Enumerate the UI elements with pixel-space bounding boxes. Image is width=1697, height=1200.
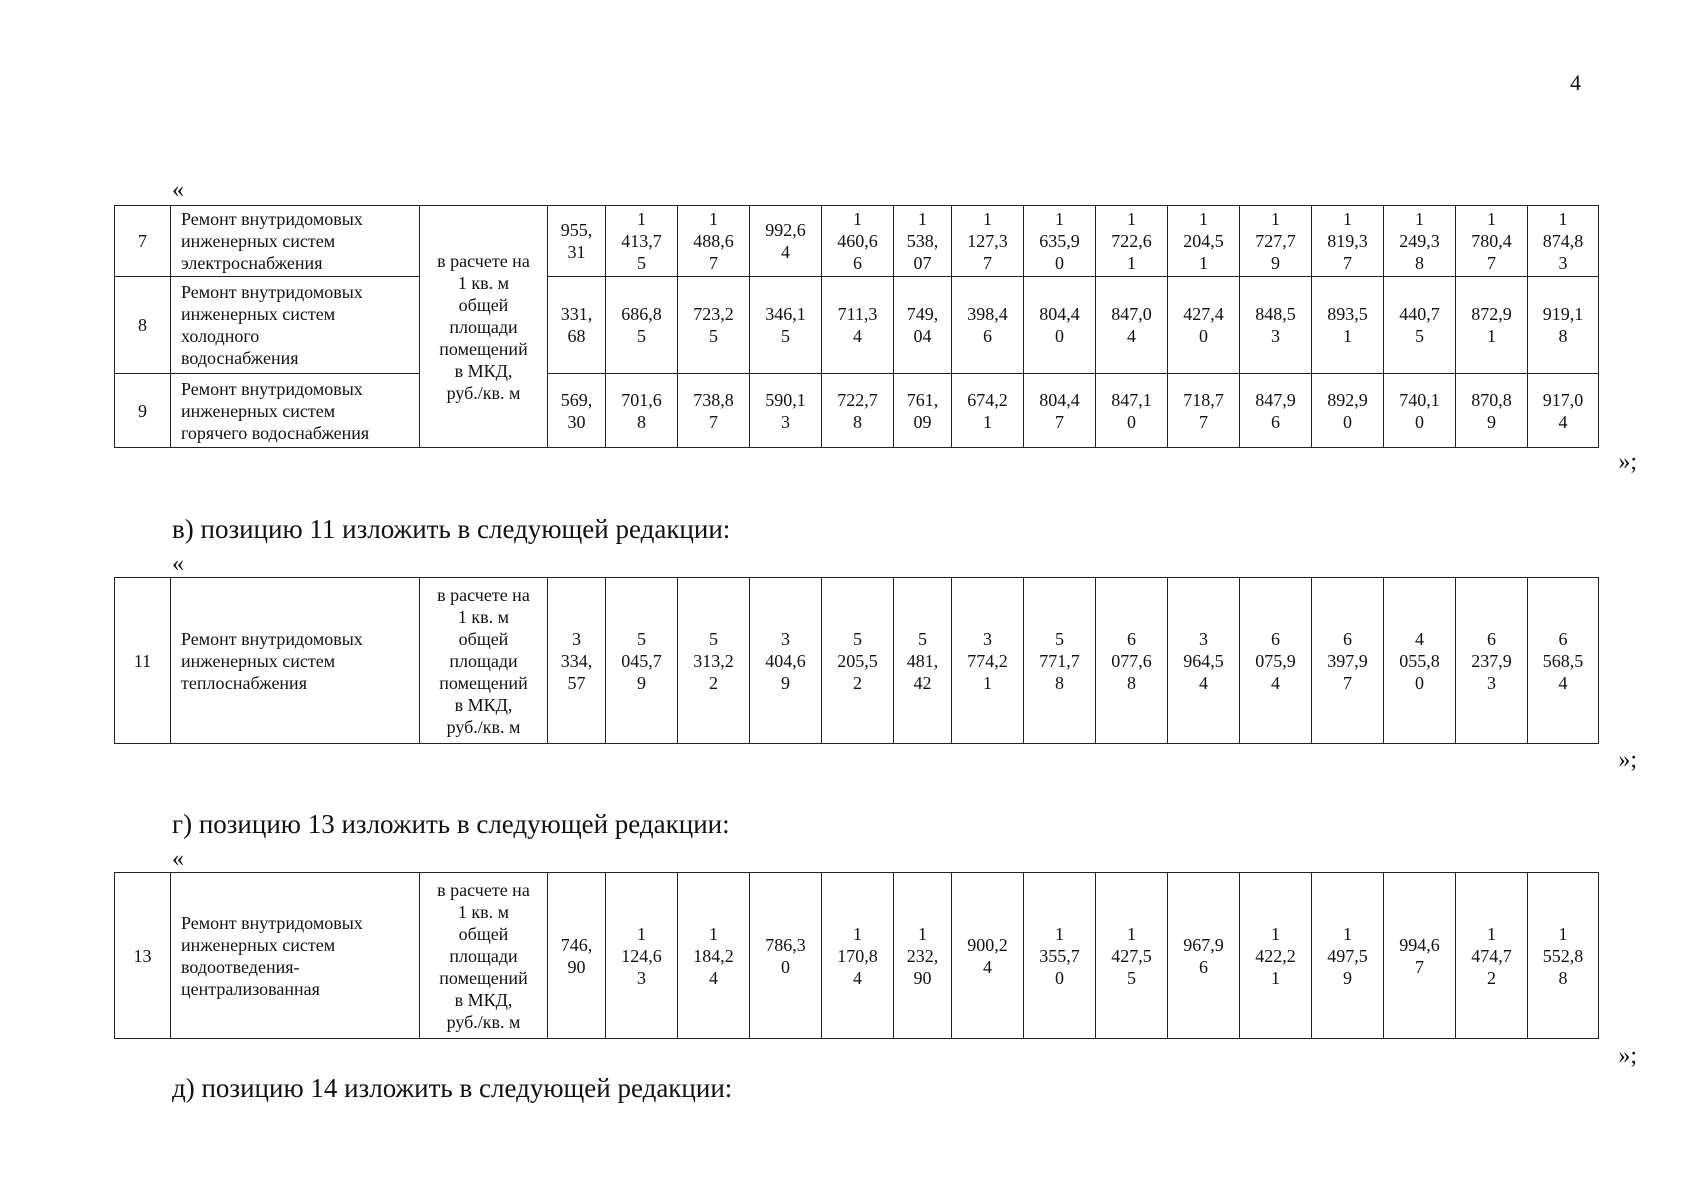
value-text: 6 075,9 4 xyxy=(1255,628,1296,693)
value-text: 427,4 0 xyxy=(1183,304,1224,346)
value-cell xyxy=(1024,374,1096,448)
value-cell xyxy=(548,873,606,1039)
value-text: 1 249,3 8 xyxy=(1399,209,1440,273)
value-cell xyxy=(894,277,952,374)
value-text: 1 819,3 7 xyxy=(1327,209,1368,273)
value-text: 1 124,6 3 xyxy=(621,923,662,988)
quote-close: »; xyxy=(1618,1043,1637,1069)
value-text: 992,6 4 xyxy=(765,220,806,262)
value-text: 900,2 4 xyxy=(967,934,1008,977)
value-text: 872,9 1 xyxy=(1471,304,1512,346)
value-text: 1 232, 90 xyxy=(906,923,939,988)
unit-text: в расчете на 1 кв. м общей площади помещений в МКД, руб./кв. м xyxy=(437,584,530,737)
value-text: 569, 30 xyxy=(560,389,593,432)
value-text: 847,0 4 xyxy=(1111,304,1152,346)
value-text: 1 727,7 9 xyxy=(1255,209,1296,273)
work-name: Ремонт внутридомовых инженерных систем холодного водоснабжения xyxy=(181,282,363,368)
unit-text: в расчете на 1 кв. м общей площади помещений в МКД, руб./кв. м xyxy=(437,879,530,1032)
value-cell xyxy=(1528,206,1599,277)
value-cell xyxy=(1024,206,1096,277)
value-cell xyxy=(822,206,894,277)
value-text: 5 313,2 2 xyxy=(693,628,734,693)
value-cell xyxy=(1312,206,1384,277)
value-cell xyxy=(548,374,606,448)
value-text: 804,4 0 xyxy=(1039,304,1080,346)
value-cell xyxy=(952,206,1024,277)
value-text: 3 334, 57 xyxy=(560,628,593,693)
value-cell xyxy=(894,374,952,448)
section-heading-g: г) позицию 13 изложить в следующей редакции: xyxy=(172,809,730,839)
value-cell xyxy=(750,873,822,1039)
value-cell xyxy=(1024,873,1096,1039)
value-cell xyxy=(1456,873,1528,1039)
value-cell xyxy=(952,873,1024,1039)
value-cell xyxy=(1528,873,1599,1039)
work-name-cell xyxy=(171,206,420,277)
work-name: Ремонт внутридомовых инженерных систем горячего водоснабжения xyxy=(181,378,370,443)
value-cell xyxy=(1096,374,1168,448)
value-text: 1 170,8 4 xyxy=(837,923,878,988)
value-cell xyxy=(1096,206,1168,277)
unit-cell xyxy=(420,873,548,1039)
value-cell xyxy=(1384,277,1456,374)
quote-open: « xyxy=(172,846,184,872)
value-cell xyxy=(678,374,750,448)
value-cell xyxy=(1096,873,1168,1039)
value-text: 749, 04 xyxy=(906,304,939,346)
quote-close: »; xyxy=(1618,449,1637,475)
value-text: 722,7 8 xyxy=(837,389,878,432)
table-row xyxy=(115,873,1599,1039)
table-position-11 xyxy=(114,577,1599,744)
value-text: 3 404,6 9 xyxy=(765,628,806,693)
table-positions-7-9 xyxy=(114,205,1599,448)
value-text: 686,8 5 xyxy=(621,304,662,346)
value-cell xyxy=(894,873,952,1039)
value-text: 746, 90 xyxy=(560,934,593,977)
work-name-cell xyxy=(171,578,420,744)
value-cell xyxy=(1240,873,1312,1039)
table-row xyxy=(115,374,1599,448)
value-text: 738,8 7 xyxy=(693,389,734,432)
value-cell xyxy=(952,374,1024,448)
value-text: 994,6 7 xyxy=(1399,934,1440,977)
value-text: 5 205,5 2 xyxy=(837,628,878,693)
value-text: 893,5 1 xyxy=(1327,304,1368,346)
value-cell xyxy=(678,206,750,277)
unit-text: в расчете на 1 кв. м общей площади помещений в МКД, руб./кв. м xyxy=(437,250,530,403)
value-text: 740,1 0 xyxy=(1399,389,1440,432)
value-cell xyxy=(1024,578,1096,744)
value-cell xyxy=(548,277,606,374)
work-name: Ремонт внутридомовых инженерных систем электроснабжения xyxy=(181,209,363,273)
value-cell xyxy=(1312,578,1384,744)
value-cell xyxy=(1528,277,1599,374)
value-text: 398,4 6 xyxy=(967,304,1008,346)
page-number: 4 xyxy=(1570,70,1581,95)
value-cell xyxy=(1456,206,1528,277)
value-cell xyxy=(822,277,894,374)
value-text: 6 397,9 7 xyxy=(1327,628,1368,693)
quote-open: « xyxy=(172,551,184,577)
work-name: Ремонт внутридомовых инженерных систем водоотведения- централизованная xyxy=(181,912,363,999)
value-text: 5 481, 42 xyxy=(906,628,939,693)
value-text: 711,3 4 xyxy=(837,304,878,346)
value-cell xyxy=(1528,374,1599,448)
quote-close: »; xyxy=(1618,747,1637,773)
value-text: 1 422,2 1 xyxy=(1255,923,1296,988)
value-text: 331, 68 xyxy=(560,304,593,346)
work-name: Ремонт внутридомовых инженерных систем теплоснабжения xyxy=(181,628,363,693)
value-cell xyxy=(1168,578,1240,744)
value-cell xyxy=(1168,374,1240,448)
table-row xyxy=(115,578,1599,744)
position-number: 13 xyxy=(115,873,171,1039)
value-text: 1 474,7 2 xyxy=(1471,923,1512,988)
value-text: 1 184,2 4 xyxy=(693,923,734,988)
value-cell xyxy=(1528,578,1599,744)
value-text: 1 460,6 6 xyxy=(837,209,878,273)
value-text: 1 497,5 9 xyxy=(1327,923,1368,988)
value-cell xyxy=(750,578,822,744)
value-cell xyxy=(1384,578,1456,744)
value-text: 5 045,7 9 xyxy=(621,628,662,693)
work-name-cell xyxy=(171,374,420,448)
value-cell xyxy=(1168,277,1240,374)
value-cell xyxy=(1456,277,1528,374)
value-text: 967,9 6 xyxy=(1183,934,1224,977)
value-text: 6 237,9 3 xyxy=(1471,628,1512,693)
unit-cell xyxy=(420,578,548,744)
value-text: 1 722,6 1 xyxy=(1111,209,1152,273)
value-text: 786,3 0 xyxy=(765,934,806,977)
value-cell xyxy=(894,206,952,277)
value-cell xyxy=(606,873,678,1039)
value-text: 701,6 8 xyxy=(621,389,662,432)
value-cell xyxy=(822,374,894,448)
value-cell xyxy=(1240,206,1312,277)
value-text: 6 077,6 8 xyxy=(1111,628,1152,693)
value-text: 346,1 5 xyxy=(765,304,806,346)
section-heading-v: в) позицию 11 изложить в следующей редакции: xyxy=(172,514,731,544)
value-cell xyxy=(548,206,606,277)
value-text: 1 204,5 1 xyxy=(1183,209,1224,273)
position-number: 7 xyxy=(115,206,171,277)
table-row xyxy=(115,277,1599,374)
value-cell xyxy=(1168,206,1240,277)
table-row xyxy=(115,206,1599,277)
value-cell xyxy=(750,206,822,277)
value-cell xyxy=(606,578,678,744)
quote-open: « xyxy=(172,177,184,203)
value-cell xyxy=(678,277,750,374)
value-cell xyxy=(606,206,678,277)
value-text: 1 413,7 5 xyxy=(621,209,662,273)
value-text: 1 355,7 0 xyxy=(1039,923,1080,988)
value-cell xyxy=(1024,277,1096,374)
work-name-cell xyxy=(171,873,420,1039)
value-text: 917,0 4 xyxy=(1542,389,1584,432)
value-text: 1 127,3 7 xyxy=(967,209,1008,273)
value-cell xyxy=(1384,206,1456,277)
value-cell xyxy=(1240,374,1312,448)
value-cell xyxy=(822,578,894,744)
value-text: 848,5 3 xyxy=(1255,304,1296,346)
value-text: 847,1 0 xyxy=(1111,389,1152,432)
value-text: 723,2 5 xyxy=(693,304,734,346)
value-cell xyxy=(1168,873,1240,1039)
value-cell xyxy=(822,873,894,1039)
value-cell xyxy=(952,578,1024,744)
value-text: 1 427,5 5 xyxy=(1111,923,1152,988)
value-text: 674,2 1 xyxy=(967,389,1008,432)
value-text: 590,1 3 xyxy=(765,389,806,432)
position-number: 11 xyxy=(115,578,171,744)
work-name-cell xyxy=(171,277,420,374)
value-text: 1 538, 07 xyxy=(906,209,939,273)
value-cell xyxy=(1456,374,1528,448)
position-number: 8 xyxy=(115,277,171,374)
value-cell xyxy=(1312,374,1384,448)
value-text: 847,9 6 xyxy=(1255,389,1296,432)
value-text: 718,7 7 xyxy=(1183,389,1224,432)
value-text: 6 568,5 4 xyxy=(1542,628,1584,693)
value-cell xyxy=(1456,578,1528,744)
value-text: 919,1 8 xyxy=(1542,304,1584,346)
value-cell xyxy=(1096,277,1168,374)
value-cell xyxy=(1384,873,1456,1039)
position-number: 9 xyxy=(115,374,171,448)
value-cell xyxy=(678,578,750,744)
value-cell xyxy=(1240,578,1312,744)
value-text: 3 774,2 1 xyxy=(967,628,1008,693)
value-text: 804,4 7 xyxy=(1039,389,1080,432)
value-cell xyxy=(606,277,678,374)
value-text: 761, 09 xyxy=(906,389,939,432)
value-cell xyxy=(952,277,1024,374)
value-text: 1 874,8 3 xyxy=(1542,209,1584,273)
value-text: 440,7 5 xyxy=(1399,304,1440,346)
value-cell xyxy=(1312,873,1384,1039)
value-cell xyxy=(1240,277,1312,374)
value-cell xyxy=(1384,374,1456,448)
value-text: 1 488,6 7 xyxy=(693,209,734,273)
value-cell xyxy=(678,873,750,1039)
value-text: 892,9 0 xyxy=(1327,389,1368,432)
value-text: 1 552,8 8 xyxy=(1542,923,1584,988)
value-text: 1 780,4 7 xyxy=(1471,209,1512,273)
section-heading-d: д) позицию 14 изложить в следующей редакции: xyxy=(172,1073,733,1103)
value-text: 3 964,5 4 xyxy=(1183,628,1224,693)
value-text: 4 055,8 0 xyxy=(1399,628,1440,693)
value-text: 955, 31 xyxy=(560,220,593,262)
value-cell xyxy=(548,578,606,744)
value-cell xyxy=(750,277,822,374)
value-text: 5 771,7 8 xyxy=(1039,628,1080,693)
value-cell xyxy=(1312,277,1384,374)
table-position-13 xyxy=(114,872,1599,1039)
value-cell xyxy=(1096,578,1168,744)
value-text: 1 635,9 0 xyxy=(1039,209,1080,273)
value-text: 870,8 9 xyxy=(1471,389,1512,432)
value-cell xyxy=(750,374,822,448)
value-cell xyxy=(606,374,678,448)
unit-cell xyxy=(420,206,548,448)
value-cell xyxy=(894,578,952,744)
